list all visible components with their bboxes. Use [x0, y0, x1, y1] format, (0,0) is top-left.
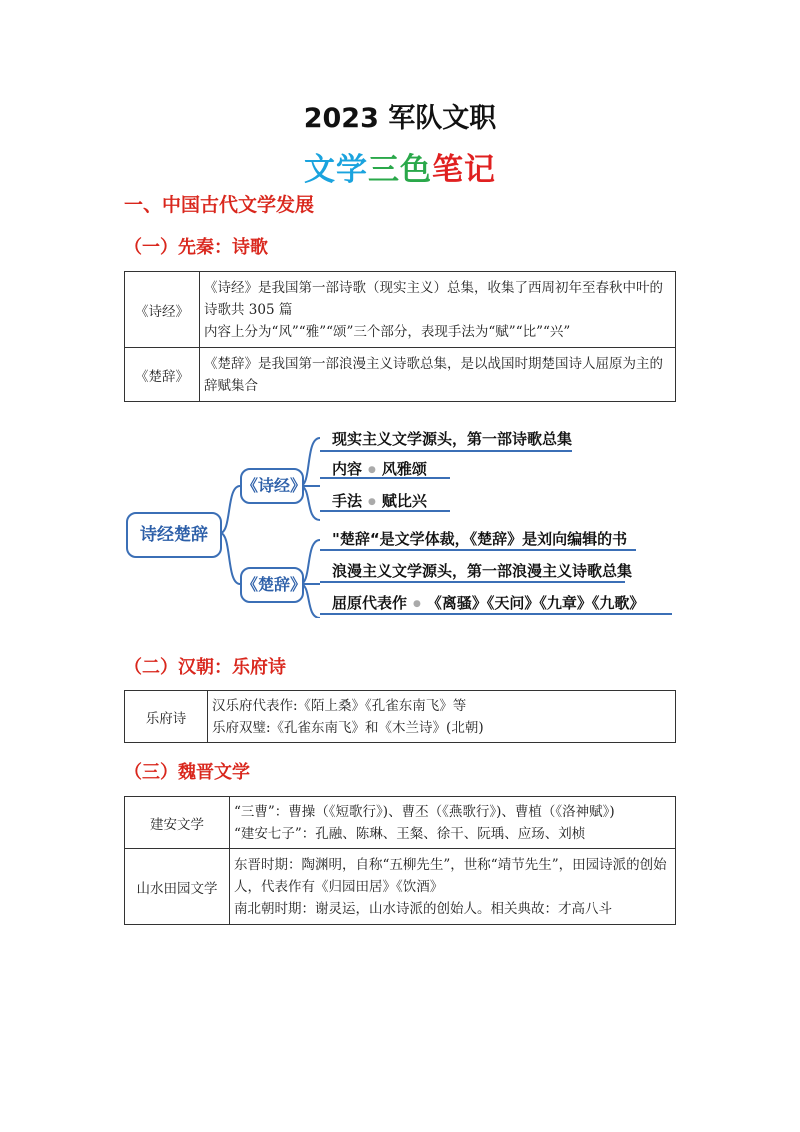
leaf-key: 手法: [332, 492, 363, 510]
doc-subtitle: [0, 144, 800, 189]
mindmap: [120, 418, 690, 618]
mindmap-leaf: [332, 458, 427, 479]
leaf-value: 《离骚》《天问》《九章》《九歌》: [426, 594, 645, 612]
content-line: “三曹”：曹操（《短歌行》)、曹丕（《燕歌行》)、曹植（《洛神赋》): [234, 803, 615, 820]
table-row: [125, 691, 676, 743]
leaf-value: 风雅颂: [381, 460, 427, 478]
content-line: 乐府双璧:《孔雀东南飞》和《木兰诗》(北朝): [212, 719, 484, 736]
row-content: [230, 797, 676, 849]
table-row: [125, 348, 676, 402]
table-row: [125, 849, 676, 925]
doc-title: 2023 军队文职: [303, 103, 497, 134]
separator-icon: ●: [368, 464, 376, 475]
table-pre-qin: [124, 271, 676, 402]
row-content: [208, 691, 676, 743]
content-line: 东晋时期：陶渊明，自称“五柳先生”，世称“靖节先生”，田园诗派的创始人，代表作有《归园田居》《饮酒》: [234, 856, 667, 895]
row-label: 《楚辞》: [125, 348, 200, 402]
mindmap-leaf: "楚辞“是文学体裁，《楚辞》是刘向编辑的书: [332, 530, 628, 548]
content-line: 内容上分为“风”“雅”“颂”三个部分，表现手法为“赋”“比”“兴”: [204, 323, 571, 340]
subsection-heading-pre-qin: （一）先秦：诗歌: [124, 237, 268, 258]
section-heading: 一、中国古代文学发展: [124, 194, 315, 216]
leaf-value: 赋比兴: [381, 492, 427, 510]
row-label: 建安文学: [125, 797, 230, 849]
row-label: 山水田园文学: [125, 849, 230, 925]
row-content: [200, 348, 676, 402]
mindmap-leaf: [332, 592, 644, 613]
row-content: [200, 272, 676, 348]
content-line: 汉乐府代表作:《陌上桑》《孔雀东南飞》等: [212, 697, 467, 714]
table-weijin: [124, 796, 676, 925]
separator-icon: ●: [368, 496, 376, 507]
separator-icon: ●: [413, 598, 421, 609]
mindmap-root: 诗经楚辞: [126, 512, 222, 558]
row-label: 乐府诗: [125, 691, 208, 743]
table-row: [125, 797, 676, 849]
subtitle-part-1: 文学: [304, 152, 368, 188]
mindmap-leaf: 浪漫主义文学源头，第一部浪漫主义诗歌总集: [332, 562, 633, 580]
row-label: 《诗经》: [125, 272, 200, 348]
subsection-heading-weijin: （三）魏晋文学: [124, 762, 250, 783]
content-line: 《楚辞》是我国第一部浪漫主义诗歌总集，是以战国时期楚国诗人屈原为主的辞赋集合: [204, 355, 663, 394]
content-line: 南北朝时期：谢灵运，山水诗派的创始人。相关典故：才高八斗: [234, 900, 612, 917]
leaf-key: 屈原代表作: [332, 594, 408, 612]
subtitle-part-3: 笔记: [432, 152, 496, 188]
table-row: [125, 272, 676, 348]
mindmap-branch-shijing: 《诗经》: [240, 468, 304, 504]
mindmap-leaf: 现实主义文学源头，第一部诗歌总集: [332, 430, 573, 448]
subtitle-part-2: 三色: [368, 152, 432, 188]
row-content: [230, 849, 676, 925]
subsection-heading-han: （二）汉朝：乐府诗: [124, 657, 286, 678]
content-line: “建安七子”：孔融、陈琳、王粲、徐干、阮瑀、应玚、刘桢: [234, 825, 586, 842]
mindmap-leaf: [332, 490, 427, 511]
content-line: 《诗经》是我国第一部诗歌（现实主义）总集，收集了西周初年至春秋中叶的诗歌共 305 篇: [204, 279, 663, 318]
leaf-key: 内容: [332, 460, 363, 478]
mindmap-branch-chuci: 《楚辞》: [240, 567, 304, 603]
table-han: [124, 690, 676, 743]
